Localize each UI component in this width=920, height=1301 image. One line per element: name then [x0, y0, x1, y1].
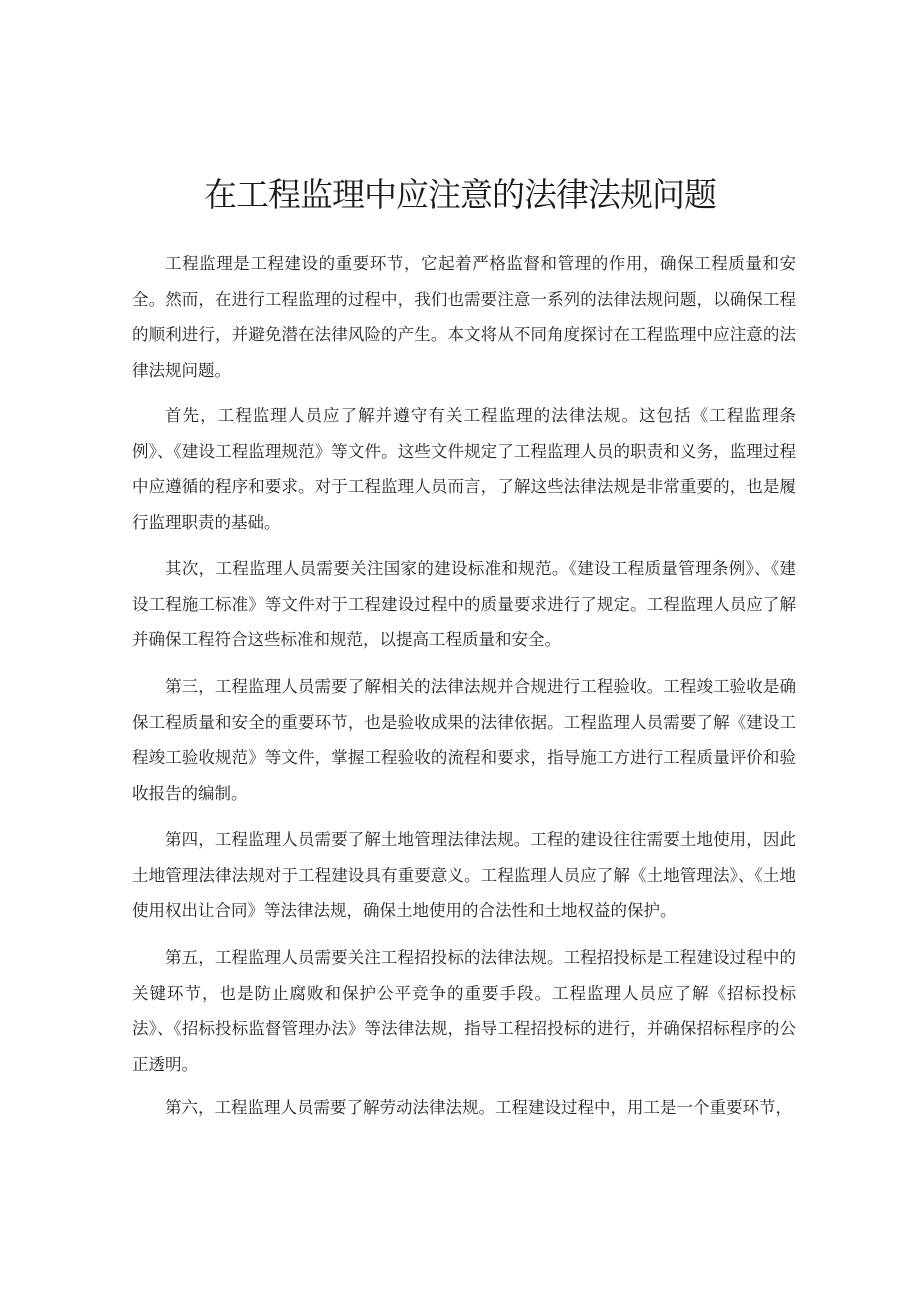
paragraph: 第六，工程监理人员需要了解劳动法律法规。工程建设过程中，用工是一个重要环节， [165, 1098, 792, 1117]
paragraph-6-block [132, 940, 796, 1082]
paragraph: 工程监理是工程建设的重要环节，它起着严格监督和管理的作用，确保工程质量和安全。然而，在进行工程监理的过程中，我们也需要注意一系列的法律法规问题，以确保工程的顺利进行，并避免潜在法律风险的产生。本文将从不同角度探讨在工程监理中应注意的法律法规问题。 [132, 254, 796, 380]
paragraph-7-block [132, 1090, 796, 1126]
paragraph: 其次，工程监理人员需要关注国家的建设标准和规范。《建设工程质量管理条例》、《建设工程施工标准》等文件对于工程建设过程中的质量要求进行了规定。工程监理人员应了解并确保工程符合这些标准和规范，以提高工程质量和安全。 [132, 559, 796, 650]
paragraph-1-block [132, 246, 796, 388]
paragraph: 第五，工程监理人员需要关注工程招投标的法律法规。工程招投标是工程建设过程中的关键环节，也是防止腐败和保护公平竞争的重要手段。工程监理人员应了解《招标投标法》、《招标投标监督管理办法》等法律法规，指导工程招投标的进行，并确保招标程序的公正透明。 [132, 948, 796, 1074]
paragraph-5-block [132, 822, 796, 929]
paragraph: 第四，工程监理人员需要了解土地管理法律法规。工程的建设往往需要土地使用，因此土地管理法律法规对于工程建设具有重要意义。工程监理人员应了解《土地管理法》、《土地使用权出让合同》等法律法规，确保土地使用的合法性和土地权益的保护。 [132, 830, 796, 921]
paragraph: 首先，工程监理人员应了解并遵守有关工程监理的法律法规。这包括《工程监理条例》、《建设工程监理规范》等文件。这些文件规定了工程监理人员的职责和义务，监理过程中应遵循的程序和要求。对于工程监理人员而言，了解这些法律法规是非常重要的，也是履行监理职责的基础。 [132, 406, 796, 532]
paragraph-4-block [132, 669, 796, 811]
document-title: 在工程监理中应注意的法律法规问题 [204, 175, 716, 214]
paragraph-3-block [132, 551, 796, 658]
paragraph-2-block [132, 398, 796, 540]
paragraph: 第三，工程监理人员需要了解相关的法律法规并合规进行工程验收。工程竣工验收是确保工程质量和安全的重要环节，也是验收成果的法律依据。工程监理人员需要了解《建设工程竣工验收规范》等文件，掌握工程验收的流程和要求，指导施工方进行工程质量评价和验收报告的编制。 [132, 677, 796, 803]
